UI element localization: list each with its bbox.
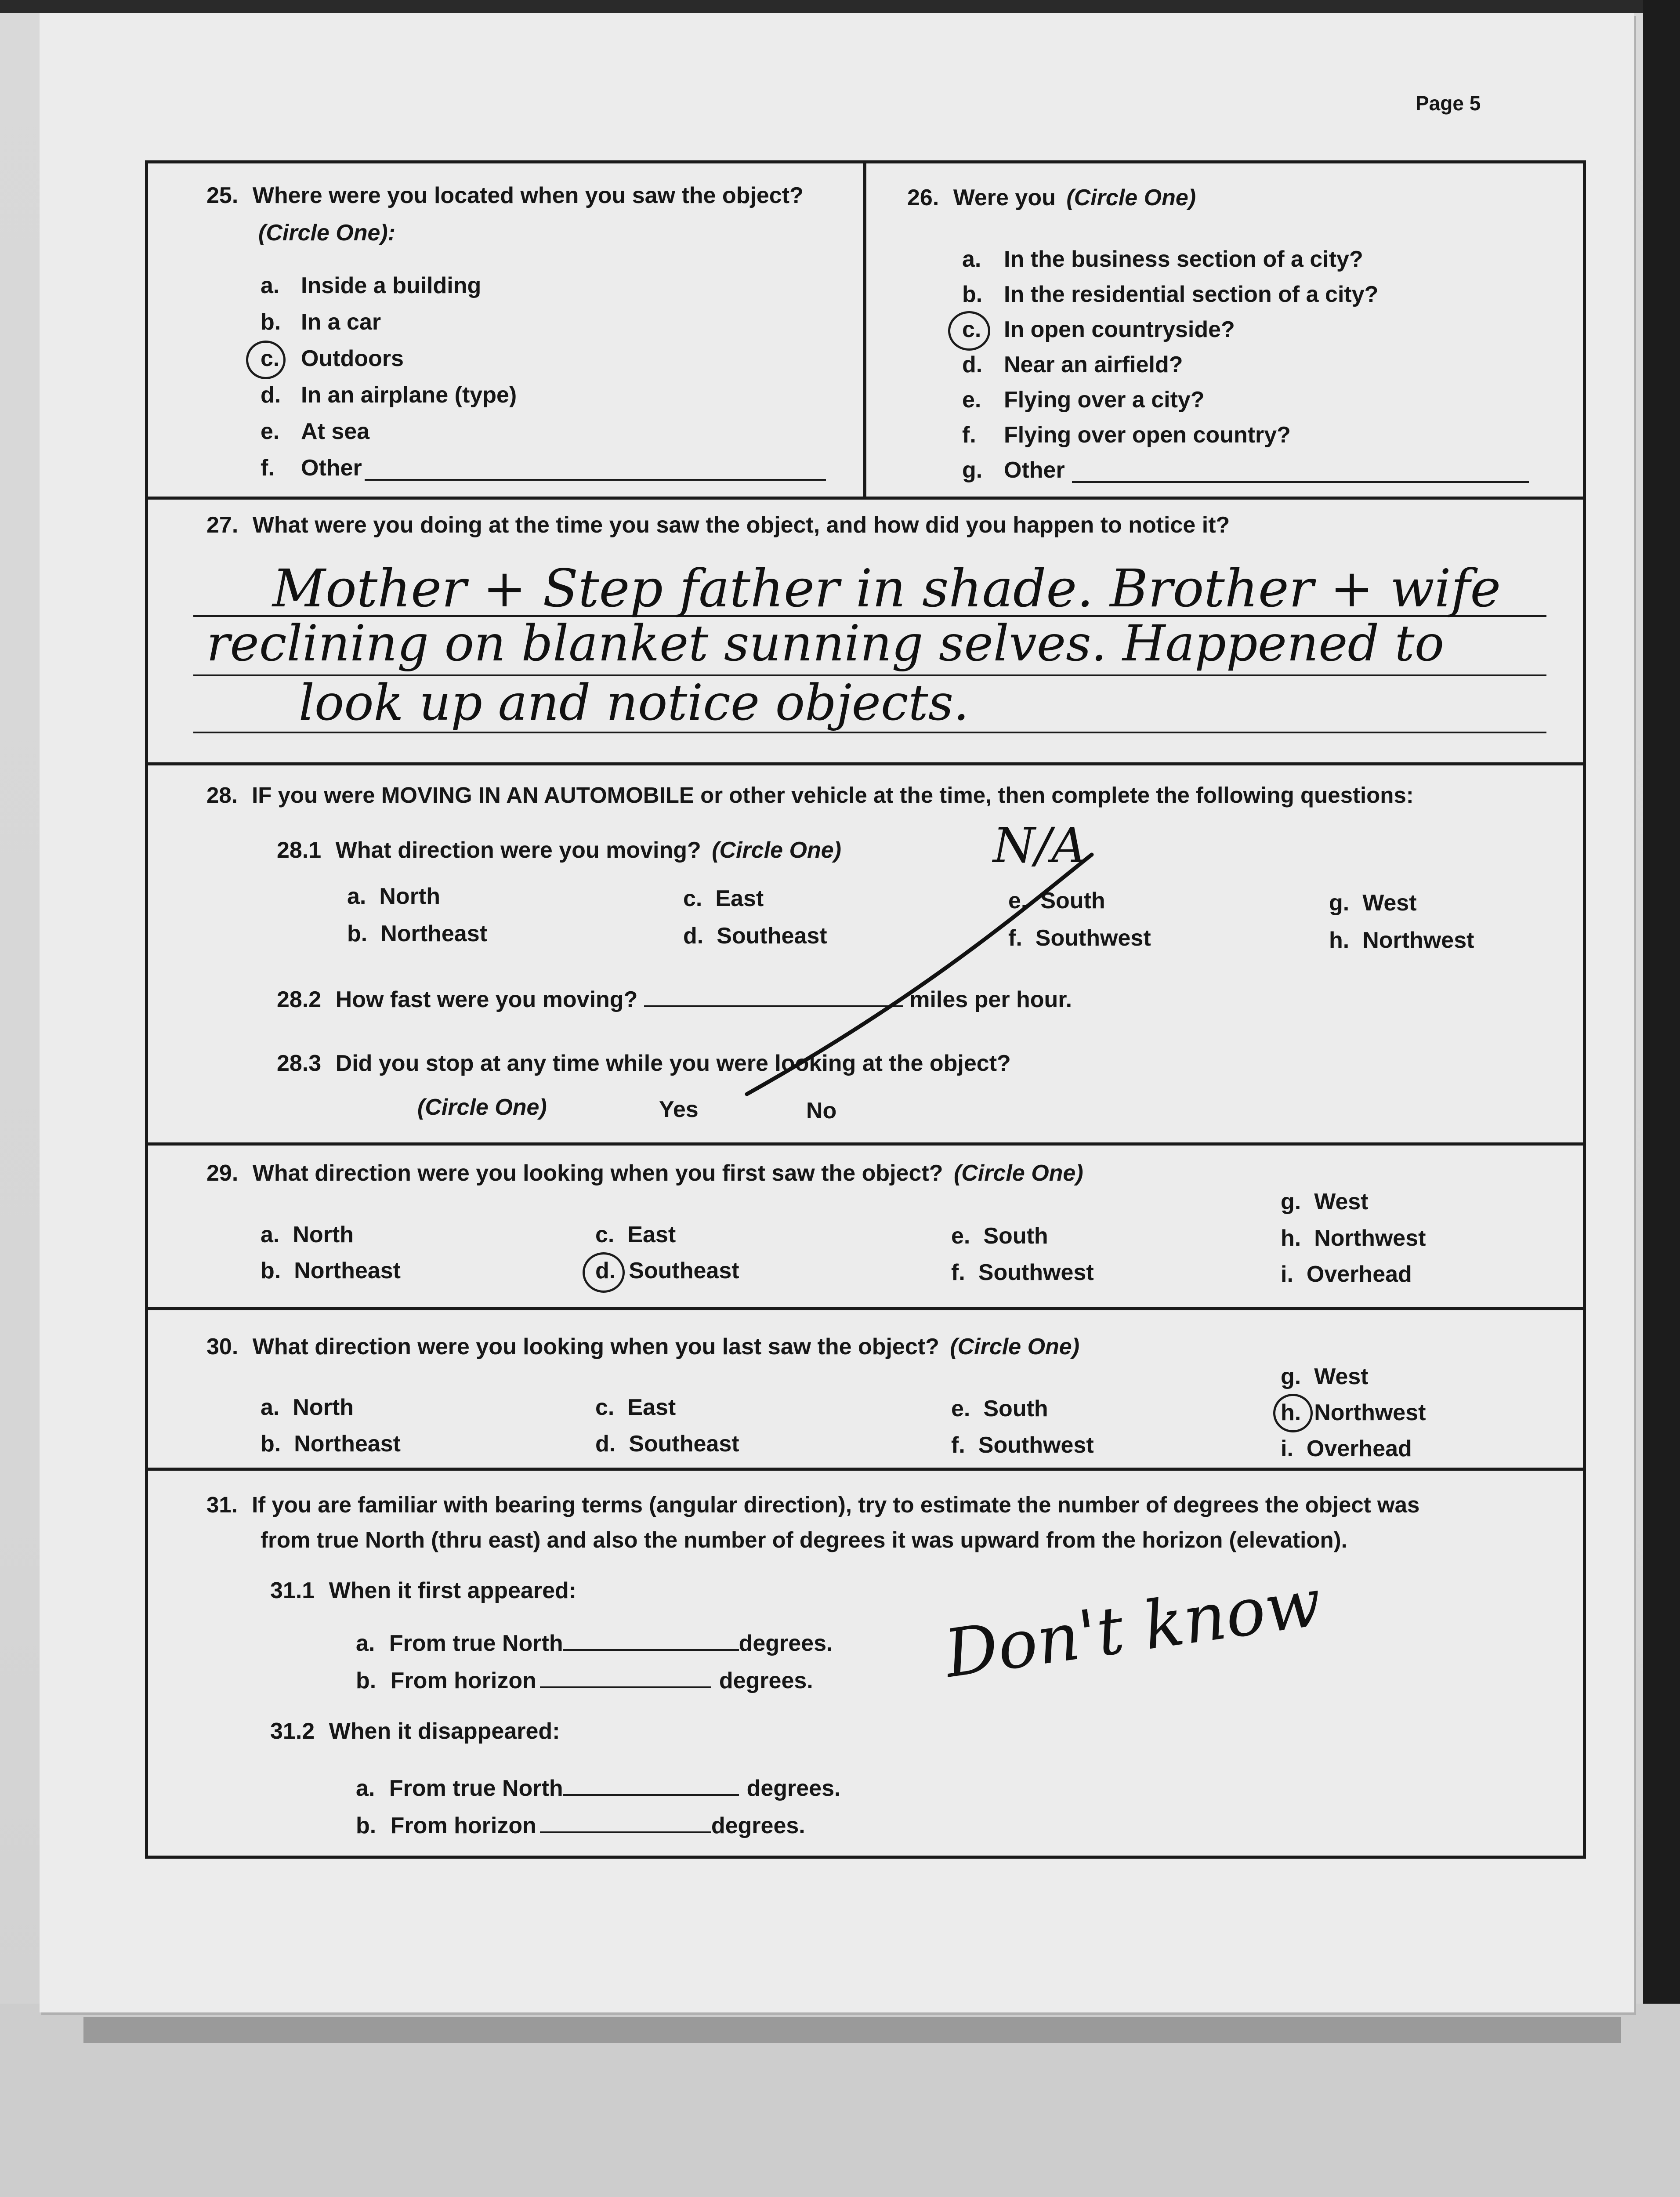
option-label: Northeast	[294, 1258, 401, 1283]
option-suffix: degrees.	[739, 1631, 833, 1656]
q29-text: What direction were you looking when you first saw the object?	[252, 1160, 943, 1186]
option-letter: d.	[261, 382, 281, 408]
option-label: North	[293, 1395, 354, 1420]
q28-3-option-yes: Yes	[659, 1097, 699, 1122]
option-label: From true North	[389, 1631, 563, 1656]
option-letter: d.	[962, 352, 983, 377]
option-label: In an airplane (type)	[301, 382, 517, 408]
q30-option-d	[595, 1431, 739, 1457]
q26-heading	[907, 185, 1196, 211]
option-letter: a.	[356, 1776, 375, 1801]
option-label: Northeast	[380, 921, 487, 946]
q28-1-text: What direction were you moving?	[335, 837, 701, 863]
option-letter: d.	[595, 1431, 616, 1457]
option-letter: f.	[951, 1260, 965, 1285]
option-label: Overhead	[1306, 1436, 1412, 1461]
option-letter: e.	[1008, 888, 1028, 914]
option-label: South	[983, 1223, 1048, 1249]
option-letter: c.	[595, 1222, 615, 1247]
q30-option-a	[261, 1394, 354, 1421]
q28-3-number: 28.3	[277, 1051, 322, 1076]
option-letter: i.	[1281, 1262, 1293, 1287]
option-letter: b.	[261, 309, 281, 335]
q30-instruction: (Circle One)	[950, 1334, 1080, 1360]
option-letter: h.	[1329, 928, 1350, 953]
option-letter: i.	[1281, 1436, 1293, 1461]
q26-answer-circle	[948, 311, 990, 351]
scan-border-right	[1643, 0, 1680, 2056]
option-letter: b.	[356, 1813, 377, 1838]
q26-number: 26.	[907, 185, 939, 210]
q28-handwritten-na: N/A	[993, 817, 1086, 874]
q25-text: Where were you located when you saw the object?	[252, 183, 804, 208]
option-letter: b.	[347, 921, 368, 946]
q28-heading	[206, 782, 1414, 808]
q31-2-text: When it disappeared:	[329, 1718, 560, 1744]
q31-2-b-degrees-blank	[540, 1814, 711, 1833]
q29-option-a	[261, 1222, 354, 1248]
q25-option-e	[261, 418, 370, 445]
option-letter: a.	[261, 1222, 280, 1247]
q28-1-instruction: (Circle One)	[712, 837, 841, 863]
option-letter: d.	[683, 923, 704, 949]
q29-option-i	[1281, 1261, 1412, 1287]
option-letter: b.	[356, 1668, 377, 1693]
q27-handwritten-line-1: Mother + Step father in shade. Brother + wife	[272, 558, 1501, 619]
q29-option-b	[261, 1258, 401, 1284]
option-label: West	[1362, 890, 1417, 916]
option-label: South	[1040, 888, 1105, 914]
q26-instruction: (Circle One)	[1066, 185, 1196, 210]
option-label: Northwest	[1362, 928, 1474, 953]
option-letter: b.	[261, 1431, 281, 1457]
q30-option-g	[1281, 1363, 1369, 1390]
q26-option-f	[962, 422, 1291, 448]
option-suffix: degrees.	[711, 1813, 805, 1838]
q30-option-e	[951, 1396, 1048, 1422]
q30-option-b	[261, 1431, 401, 1457]
option-label: Other	[1004, 457, 1065, 483]
option-letter: f.	[951, 1432, 965, 1458]
q27-answer-line-3	[193, 732, 1546, 733]
option-label: Other	[301, 455, 362, 481]
option-letter: f.	[261, 455, 275, 481]
option-label: Northwest	[1314, 1400, 1426, 1425]
q26-text: Were you	[953, 185, 1056, 210]
q30-text: What direction were you looking when you last saw the object?	[252, 1334, 939, 1360]
option-letter: g.	[1329, 890, 1350, 916]
q27-handwritten-line-3: look up and notice objects.	[299, 674, 969, 732]
q31-text-line-1: If you are familiar with bearing terms (angular direction), try to estimate the number of degrees the object was	[252, 1492, 1420, 1517]
option-letter: g.	[962, 457, 983, 483]
option-label: At sea	[301, 419, 370, 444]
rule-after-29	[145, 1307, 1586, 1310]
q31-1-a-degrees-blank	[563, 1631, 739, 1651]
q31-text-line-2: from true North (thru east) and also the number of degrees it was upward from the horizon (elevation).	[261, 1527, 1347, 1552]
option-label: In the business section of a city?	[1004, 247, 1363, 272]
q26-option-a	[962, 246, 1363, 272]
q28-1-option-a	[347, 883, 440, 910]
q29-answer-circle	[583, 1252, 625, 1293]
option-label: Inside a building	[301, 273, 482, 298]
option-label: From horizon	[390, 1668, 536, 1693]
q27-text: What were you doing at the time you saw the object, and how did you happen to notice it?	[252, 512, 1230, 538]
q28-1-number: 28.1	[277, 837, 322, 863]
q28-3-text: Did you stop at any time while you were looking at the object?	[335, 1051, 1011, 1076]
q31-1-a	[356, 1630, 833, 1657]
q31-1-heading	[270, 1577, 576, 1604]
option-label: In a car	[301, 309, 381, 335]
option-label: Overhead	[1306, 1262, 1412, 1287]
q26-other-blank	[1072, 481, 1529, 483]
q29-option-e	[951, 1223, 1048, 1249]
q29-option-h	[1281, 1225, 1426, 1251]
option-letter: e.	[951, 1223, 970, 1249]
q31-2-a	[356, 1775, 840, 1802]
q28-number: 28.	[206, 783, 238, 808]
option-suffix: degrees.	[746, 1776, 841, 1801]
q29-instruction: (Circle One)	[953, 1160, 1083, 1186]
option-label: Outdoors	[301, 346, 404, 371]
q28-1-option-g	[1329, 890, 1417, 916]
option-label: From horizon	[390, 1813, 536, 1838]
q31-1-text: When it first appeared:	[329, 1578, 577, 1603]
option-label: Near an airfield?	[1004, 352, 1183, 377]
option-label: West	[1314, 1364, 1369, 1389]
q26-option-e	[962, 387, 1205, 413]
q25-option-b	[261, 309, 381, 335]
q30-heading	[206, 1334, 1079, 1360]
q25-heading	[206, 182, 804, 209]
q25-option-f	[261, 455, 362, 481]
option-letter: a.	[962, 247, 981, 272]
q26-option-g	[962, 457, 1065, 483]
q31-1-b-degrees-blank	[540, 1669, 711, 1688]
option-letter: a.	[356, 1631, 375, 1656]
option-label: Southwest	[978, 1432, 1094, 1458]
option-label: South	[983, 1396, 1048, 1421]
rule-after-30	[145, 1468, 1586, 1471]
option-letter: c.	[261, 346, 280, 371]
option-letter: a.	[261, 1395, 280, 1420]
q28-1-option-h	[1329, 927, 1474, 953]
option-suffix: degrees.	[719, 1668, 813, 1693]
q26-option-d	[962, 352, 1183, 378]
q30-number: 30.	[206, 1334, 239, 1360]
q25-number: 25.	[206, 183, 239, 208]
option-label: From true North	[389, 1776, 563, 1801]
q25-option-a	[261, 272, 482, 299]
q25-answer-circle	[246, 341, 286, 379]
q28-text-pre: IF you were	[252, 783, 381, 808]
divider-25-26	[863, 160, 866, 499]
option-letter: d.	[595, 1258, 616, 1283]
option-letter: b.	[962, 282, 983, 307]
rule-after-27	[145, 762, 1586, 765]
option-letter: c.	[683, 886, 702, 911]
q28-3-instruction: (Circle One)	[417, 1095, 547, 1120]
q28-2-text: How fast were you moving?	[335, 987, 638, 1012]
q27-handwritten-line-2: reclining on blanket sunning selves. Happened to	[206, 615, 1445, 672]
option-letter: c.	[962, 317, 981, 342]
option-letter: g.	[1281, 1189, 1301, 1215]
q31-number: 31.	[206, 1492, 238, 1517]
q30-option-c	[595, 1394, 676, 1421]
q28-text-post: or other vehicle at the time, then complete the following questions:	[694, 783, 1414, 808]
option-label: In open countryside?	[1004, 317, 1235, 342]
q29-option-g	[1281, 1189, 1369, 1215]
option-label: Southwest	[978, 1260, 1094, 1285]
option-letter: a.	[347, 884, 366, 909]
paper-shadow	[83, 2017, 1621, 2043]
q26-option-b	[962, 281, 1379, 308]
q28-2-number: 28.2	[277, 987, 322, 1012]
q31-2-b	[356, 1813, 805, 1839]
q31-heading	[206, 1492, 1419, 1518]
option-label: Southeast	[629, 1258, 739, 1283]
q29-heading	[206, 1160, 1083, 1186]
q25-instruction: (Circle One):	[258, 220, 396, 246]
option-letter: h.	[1281, 1225, 1301, 1251]
q29-option-f	[951, 1259, 1094, 1286]
q29-number: 29.	[206, 1160, 239, 1186]
option-label: East	[627, 1395, 676, 1420]
q31-2-a-degrees-blank	[563, 1776, 739, 1796]
option-label: North	[379, 884, 441, 909]
option-label: Northwest	[1314, 1225, 1426, 1251]
q31-1-b	[356, 1668, 813, 1694]
q30-answer-circle	[1273, 1394, 1313, 1432]
option-label: Northeast	[294, 1431, 401, 1457]
option-letter: b.	[261, 1258, 281, 1283]
q28-3-option-no: No	[806, 1098, 837, 1124]
option-label: Flying over a city?	[1004, 387, 1205, 413]
q31-handwritten-answer: Don't know	[940, 1564, 1326, 1693]
option-letter: e.	[951, 1396, 970, 1421]
q29-option-c	[595, 1222, 676, 1248]
option-letter: f.	[1008, 925, 1022, 951]
option-label: East	[715, 886, 764, 911]
option-letter: f.	[962, 422, 976, 448]
option-letter: g.	[1281, 1364, 1301, 1389]
q30-option-i	[1281, 1436, 1412, 1462]
q30-option-f	[951, 1432, 1094, 1458]
option-label: East	[627, 1222, 676, 1247]
option-label: North	[293, 1222, 354, 1247]
q28-2-suffix: miles per hour.	[909, 987, 1072, 1012]
option-label: Flying over open country?	[1004, 422, 1291, 448]
q31-1-number: 31.1	[270, 1578, 315, 1603]
q31-2-heading	[270, 1718, 560, 1744]
q25-option-d	[261, 382, 517, 408]
option-label: West	[1314, 1189, 1369, 1215]
q27-heading	[206, 512, 1230, 538]
option-label: Southeast	[629, 1431, 739, 1457]
q28-strike-through-line	[742, 852, 1094, 1098]
scan-border-top	[0, 0, 1680, 13]
option-label: Southeast	[717, 923, 827, 949]
q25-other-blank	[365, 479, 826, 481]
q27-number: 27.	[206, 512, 239, 538]
page-number: Page 5	[1416, 92, 1481, 115]
q28-1-option-b	[347, 921, 487, 947]
option-letter: e.	[261, 419, 280, 444]
rule-after-28	[145, 1142, 1586, 1146]
q31-2-number: 31.2	[270, 1718, 315, 1744]
option-letter: h.	[1281, 1400, 1301, 1425]
q28-text-caps: MOVING IN AN AUTOMOBILE	[381, 783, 694, 808]
option-label: Southwest	[1035, 925, 1151, 951]
option-label: In the residential section of a city?	[1004, 282, 1379, 307]
option-letter: c.	[595, 1395, 615, 1420]
option-letter: a.	[261, 273, 280, 298]
option-letter: e.	[962, 387, 981, 413]
